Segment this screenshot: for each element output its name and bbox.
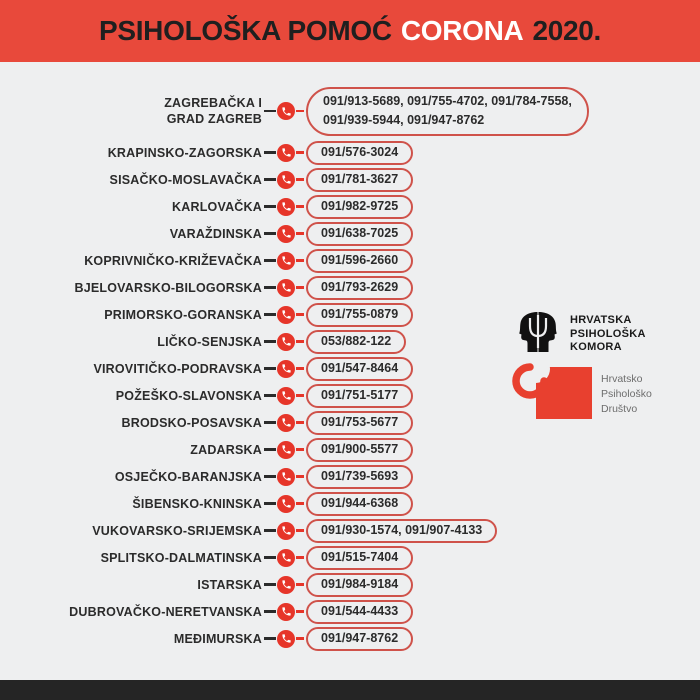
title-part-dark-2: 2020. (532, 15, 602, 46)
hpk-text-line: HRVATSKA (570, 314, 632, 326)
connector-line (264, 529, 276, 532)
county-row (0, 220, 589, 247)
connector (262, 522, 306, 540)
phone-pill: 091/793-2629 (306, 276, 413, 300)
connector (262, 360, 306, 378)
connector (262, 576, 306, 594)
phone-pill: 091/547-8464 (306, 357, 413, 381)
hpk-text-line: PSIHOLOŠKA (570, 327, 646, 340)
phone-icon (277, 441, 295, 459)
connector-line (296, 448, 304, 451)
phone-pill: 091/544-4433 (306, 600, 413, 624)
county-row (0, 193, 589, 220)
header-banner (0, 0, 700, 62)
county-label: POŽEŠKO-SLAVONSKA (115, 388, 262, 403)
county-row (0, 571, 589, 598)
hpd-text-line: Društvo (601, 403, 638, 415)
connector-line (264, 178, 276, 181)
connector-line (296, 178, 304, 181)
connector-line (264, 232, 276, 235)
connector-line (296, 556, 304, 559)
county-row (0, 355, 589, 382)
phone-icon (277, 414, 295, 432)
connector-line (264, 340, 276, 343)
connector-line (296, 475, 304, 478)
hpk-logo (516, 310, 646, 359)
county-label: ZAGREBAČKA I GRAD ZAGREB (164, 96, 262, 126)
connector-line (296, 610, 304, 613)
phone-icon (277, 360, 295, 378)
connector-line (296, 286, 304, 289)
connector-line (296, 529, 304, 532)
connector-line (264, 583, 276, 586)
county-row (0, 544, 589, 571)
phone-icon (277, 549, 295, 567)
connector-line (296, 313, 304, 316)
phone-icon (277, 252, 295, 270)
connector (262, 387, 306, 405)
county-phone-list (0, 86, 589, 652)
county-label: VIROVITIČKO-PODRAVSKA (93, 361, 262, 376)
connector-line (296, 259, 304, 262)
connector (262, 102, 306, 120)
title-part-light: CORONA (400, 15, 524, 46)
connector-line (264, 502, 276, 505)
county-row (0, 382, 589, 409)
county-label: OSJEČKO-BARANJSKA (114, 469, 262, 484)
footer-bar (0, 680, 700, 700)
page-title (99, 15, 601, 47)
connector-line (296, 232, 304, 235)
county-label: SPLITSKO-DALMATINSKA (100, 550, 262, 565)
connector-line (264, 110, 276, 113)
phone-icon (277, 387, 295, 405)
phone-icon (277, 576, 295, 594)
phone-pill: 053/882-122 (306, 330, 406, 354)
connector (262, 306, 306, 324)
hpd-logo (508, 363, 652, 426)
connector (262, 252, 306, 270)
connector-line (296, 502, 304, 505)
hpk-psi-heads-logo-icon (516, 310, 560, 359)
connector-line (264, 151, 276, 154)
connector-line (296, 394, 304, 397)
connector-line (264, 448, 276, 451)
county-label: ZADARSKA (190, 442, 262, 457)
connector-line (296, 421, 304, 424)
phone-pill: 091/755-0879 (306, 303, 413, 327)
hpk-text-line: KOMORA (570, 341, 622, 353)
connector (262, 441, 306, 459)
county-label: LIČKO-SENJSKA (157, 334, 262, 349)
connector (262, 333, 306, 351)
connector (262, 414, 306, 432)
phone-pill: 091/913-5689, 091/755-4702, 091/784-7558, 091/939-5944, 091/947-8762 (306, 87, 589, 136)
county-label: KRAPINSKO-ZAGORSKA (107, 145, 262, 160)
phone-pill: 091/930-1574, 091/907-4133 (306, 519, 497, 543)
county-label: ISTARSKA (197, 577, 262, 592)
phone-pill: 091/515-7404 (306, 546, 413, 570)
connector-line (264, 259, 276, 262)
connector-line (264, 637, 276, 640)
connector-line (296, 340, 304, 343)
phone-pill: 091/596-2660 (306, 249, 413, 273)
phone-pill: 091/739-5693 (306, 465, 413, 489)
phone-pill: 091/751-5177 (306, 384, 413, 408)
hpd-text-line: Psihološko (601, 388, 652, 400)
phone-pill: 091/753-5677 (306, 411, 413, 435)
hpd-red-square-psi-logo-icon (508, 363, 592, 426)
phone-pill: 091/900-5577 (306, 438, 413, 462)
county-label: MEĐIMURSKA (173, 631, 262, 646)
phone-pill: 091/944-6368 (306, 492, 413, 516)
county-label: VARAŽDINSKA (169, 226, 262, 241)
hpd-logo-text (601, 372, 652, 417)
connector-line (264, 394, 276, 397)
connector-line (264, 313, 276, 316)
hpd-text-line: Hrvatsko (601, 373, 643, 385)
connector-line (296, 205, 304, 208)
phone-pill: 091/947-8762 (306, 627, 413, 651)
connector-line (264, 421, 276, 424)
county-label: SISAČKO-MOSLAVAČKA (109, 172, 262, 187)
connector (262, 549, 306, 567)
phone-icon (277, 279, 295, 297)
connector (262, 603, 306, 621)
phone-icon (277, 198, 295, 216)
county-row (0, 328, 589, 355)
county-label: BRODSKO-POSAVSKA (121, 415, 262, 430)
county-label: PRIMORSKO-GORANSKA (104, 307, 262, 322)
connector (262, 279, 306, 297)
county-row (0, 517, 589, 544)
connector-line (296, 583, 304, 586)
county-label: KOPRIVNIČKO-KRIŽEVAČKA (84, 253, 262, 268)
connector-line (296, 637, 304, 640)
phone-icon (277, 102, 295, 120)
county-row (0, 301, 589, 328)
county-row (0, 463, 589, 490)
county-label: DUBROVAČKO-NERETVANSKA (69, 604, 262, 619)
connector-line (264, 205, 276, 208)
phone-icon (277, 333, 295, 351)
connector-line (264, 367, 276, 370)
county-label: ŠIBENSKO-KNINSKA (132, 496, 262, 511)
connector (262, 171, 306, 189)
phone-icon (277, 225, 295, 243)
connector-line (264, 286, 276, 289)
phone-icon (277, 603, 295, 621)
phone-icon (277, 144, 295, 162)
phone-pill: 091/576-3024 (306, 141, 413, 165)
county-label: BJELOVARSKO-BILOGORSKA (74, 280, 262, 295)
connector-line (264, 610, 276, 613)
connector (262, 198, 306, 216)
connector (262, 144, 306, 162)
connector-line (296, 110, 304, 113)
connector-line (264, 556, 276, 559)
phone-icon (277, 468, 295, 486)
county-row (0, 625, 589, 652)
county-row (0, 598, 589, 625)
county-row (0, 247, 589, 274)
county-label: KARLOVAČKA (172, 199, 262, 214)
phone-pill: 091/638-7025 (306, 222, 413, 246)
connector-line (296, 151, 304, 154)
county-row (0, 86, 589, 136)
phone-pill: 091/982-9725 (306, 195, 413, 219)
connector (262, 630, 306, 648)
title-part-dark-1: PSIHOLOŠKA POMOĆ (98, 15, 392, 46)
county-row (0, 436, 589, 463)
county-label: VUKOVARSKO-SRIJEMSKA (92, 523, 262, 538)
phone-icon (277, 630, 295, 648)
connector-line (296, 367, 304, 370)
phone-icon (277, 495, 295, 513)
phone-pill: 091/984-9184 (306, 573, 413, 597)
connector (262, 225, 306, 243)
county-row (0, 274, 589, 301)
county-row (0, 490, 589, 517)
county-row (0, 139, 589, 166)
connector (262, 495, 306, 513)
phone-icon (277, 306, 295, 324)
phone-icon (277, 171, 295, 189)
hpk-logo-text (570, 310, 646, 355)
county-row (0, 166, 589, 193)
connector (262, 468, 306, 486)
phone-icon (277, 522, 295, 540)
county-row (0, 409, 589, 436)
connector-line (264, 475, 276, 478)
phone-pill: 091/781-3627 (306, 168, 413, 192)
